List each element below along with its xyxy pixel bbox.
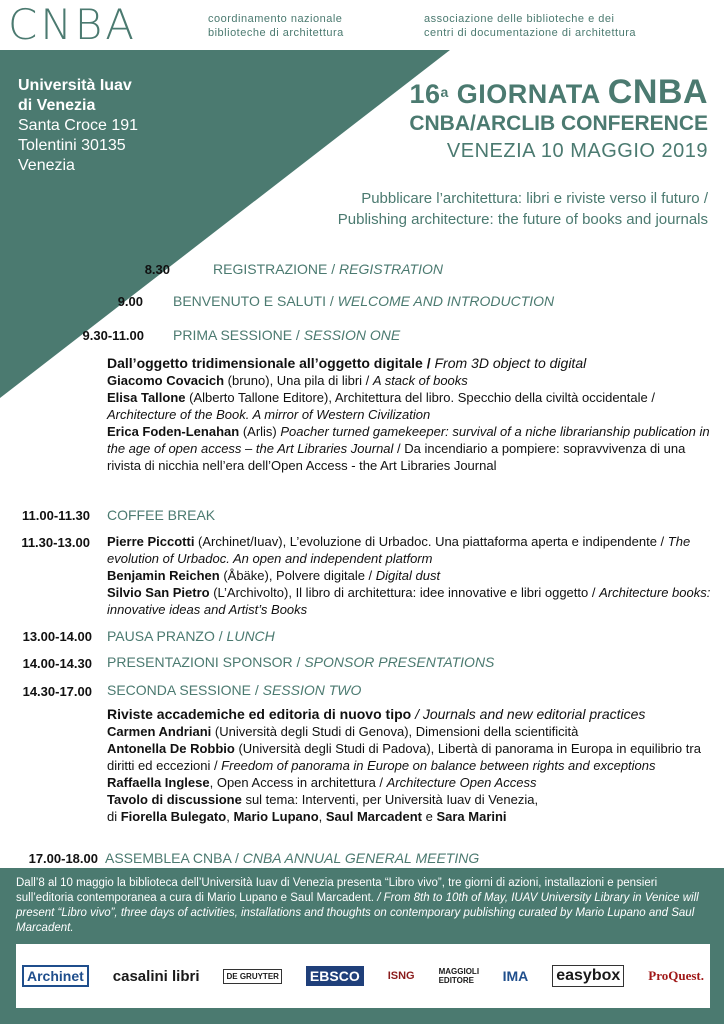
time-14-30: 14.30-17.00 xyxy=(22,684,92,699)
sponsor-logos xyxy=(16,944,710,1008)
coffee-break-label: COFFEE BREAK xyxy=(107,507,216,523)
session-one-label: PRIMA SESSIONE / SESSION ONE xyxy=(173,327,401,343)
sponsor-ima: IMA xyxy=(502,968,529,984)
general-meeting-label: ASSEMBLEA CNBA / CNBA ANNUAL GENERAL MEETING xyxy=(105,850,480,866)
sponsor-isng: ISNG xyxy=(387,970,415,982)
footer-note: Dall’8 al 10 maggio la biblioteca dell’Università Iuav di Venezia presenta “Libro vivo”, tre giorni di azioni, installazioni e pensieri sull’editoria contemporanea a cura di Mario Lupano e Saul Marcadent. / From 8th to 10th of May, IUAV University Library in Venice will present “Libro vivo”, three days of activities, installations and thoughts on contemporary publishing curated by Mario Lupano and Saul Marcadent. xyxy=(16,877,699,934)
time-11-30: 11.30-13.00 xyxy=(21,535,90,550)
time-9-30: 9.30-11.00 xyxy=(82,328,144,343)
lunch-label: PAUSA PRANZO / LUNCH xyxy=(107,628,275,644)
session-late-morning-talks: Pierre Piccotti (Archinet/Iuav), L’evoluzione di Urbadoc. Una piattaforma aperta e indipendente / The evolution of Urbadoc. An open and independent platform Benjamin Reichen (Åbäke), Polvere digitale / Digital dust Silvio San Pietro (L’Archivolto), Il libro di architettura: idee innovative e libri oggetto / Architecture books: innovative ideas and Artist’s Books xyxy=(107,534,711,617)
sponsor-degruyter: DE GRUYTER xyxy=(223,969,281,984)
event-date: VENEZIA 10 MAGGIO 2019 xyxy=(446,140,708,162)
welcome-label: BENVENUTO E SALUTI / WELCOME AND INTRODUCTION xyxy=(173,293,555,309)
event-title: 16$^a$ GIORNATA CNBA CNBA/ARCLIB CONFERENCE VENEZIA 10 MAGGIO 2019 xyxy=(409,73,708,162)
venue-address: Università Iuav di Venezia Santa Croce 191 Tolentini 30135 Venezia xyxy=(18,77,139,174)
session-two-talks: Riviste accademiche ed editoria di nuovo tipo / Journals and new editorial practices Carmen Andriani (Università degli Studi di Genova), Dimensioni della scientificità Antonella De Robbio (Università degli Studi di Padova), Libertà di panorama in Europa in equilibrio tra diritti ed eccezioni / Freedom of panorama in Europe on balance between rights and exceptions Raffaella Inglese, Open Access in architettura / Architecture Open Access Tavolo di discussione sul tema: Interventi, per Università Iuav di Venezia, di Fiorella Bulegato, Mario Lupano, Saul Marcadent e Sara Marini xyxy=(107,706,701,824)
time-17-00: 17.00-18.00 xyxy=(28,851,98,866)
session-one-talks: Dall’oggetto tridimensionale all’oggetto digitale / From 3D object to digital Giacomo Covacich (bruno), Una pila di libri / A stack of books Elisa Tallone (Alberto Tallone Editore), Architettura del libro. Specchio della civiltà occidentale / Architecture of the Book. A mirror of Western Civilization Erica Foden-Lenahan (Arlis) Poacher turned gamekeeper: survival of a niche librarianship publication in the age of open access – the Art Libraries Journal / Da incendiario a pompiere: sopravvivenza di una rivista di nicchia nell’era dell’Open Access - the Art Libraries Journal xyxy=(107,355,710,473)
sponsor-ebsco: EBSCO xyxy=(306,966,364,986)
registration-label: REGISTRAZIONE / REGISTRATION xyxy=(213,261,443,277)
footer xyxy=(0,868,724,1024)
event-subtitle: Pubblicare l’architettura: libri e riviste verso il futuro / Publishing architecture: the future of books and journals xyxy=(337,190,708,228)
time-9-00: 9.00 xyxy=(117,294,143,309)
time-13-00: 13.00-14.00 xyxy=(22,629,92,644)
time-14-00: 14.00-14.30 xyxy=(22,656,92,671)
tagline-right: associazione delle biblioteche e dei centri di documentazione di architettura xyxy=(424,13,636,39)
cnba-logo: CNBA xyxy=(8,0,137,49)
sponsor-label: PRESENTAZIONI SPONSOR / SPONSOR PRESENTATIONS xyxy=(107,654,495,670)
session-two-label: SECONDA SESSIONE / SESSION TWO xyxy=(107,682,362,698)
header xyxy=(0,0,724,50)
sponsor-archinet: Archinet xyxy=(22,965,89,987)
sponsor-casalini: casalini libri xyxy=(112,967,200,985)
sponsor-maggioli: MAGGIOLI EDITORE xyxy=(438,967,480,985)
conference-name: CNBA/ARCLIB CONFERENCE xyxy=(409,112,708,135)
time-8-30: 8.30 xyxy=(144,262,170,277)
sponsor-easybox: easybox xyxy=(552,965,624,987)
sponsor-proquest: ProQuest. xyxy=(648,968,704,983)
time-11-00: 11.00-11.30 xyxy=(22,508,90,523)
tagline-left: coordinamento nazionale biblioteche di architettura xyxy=(208,13,344,39)
